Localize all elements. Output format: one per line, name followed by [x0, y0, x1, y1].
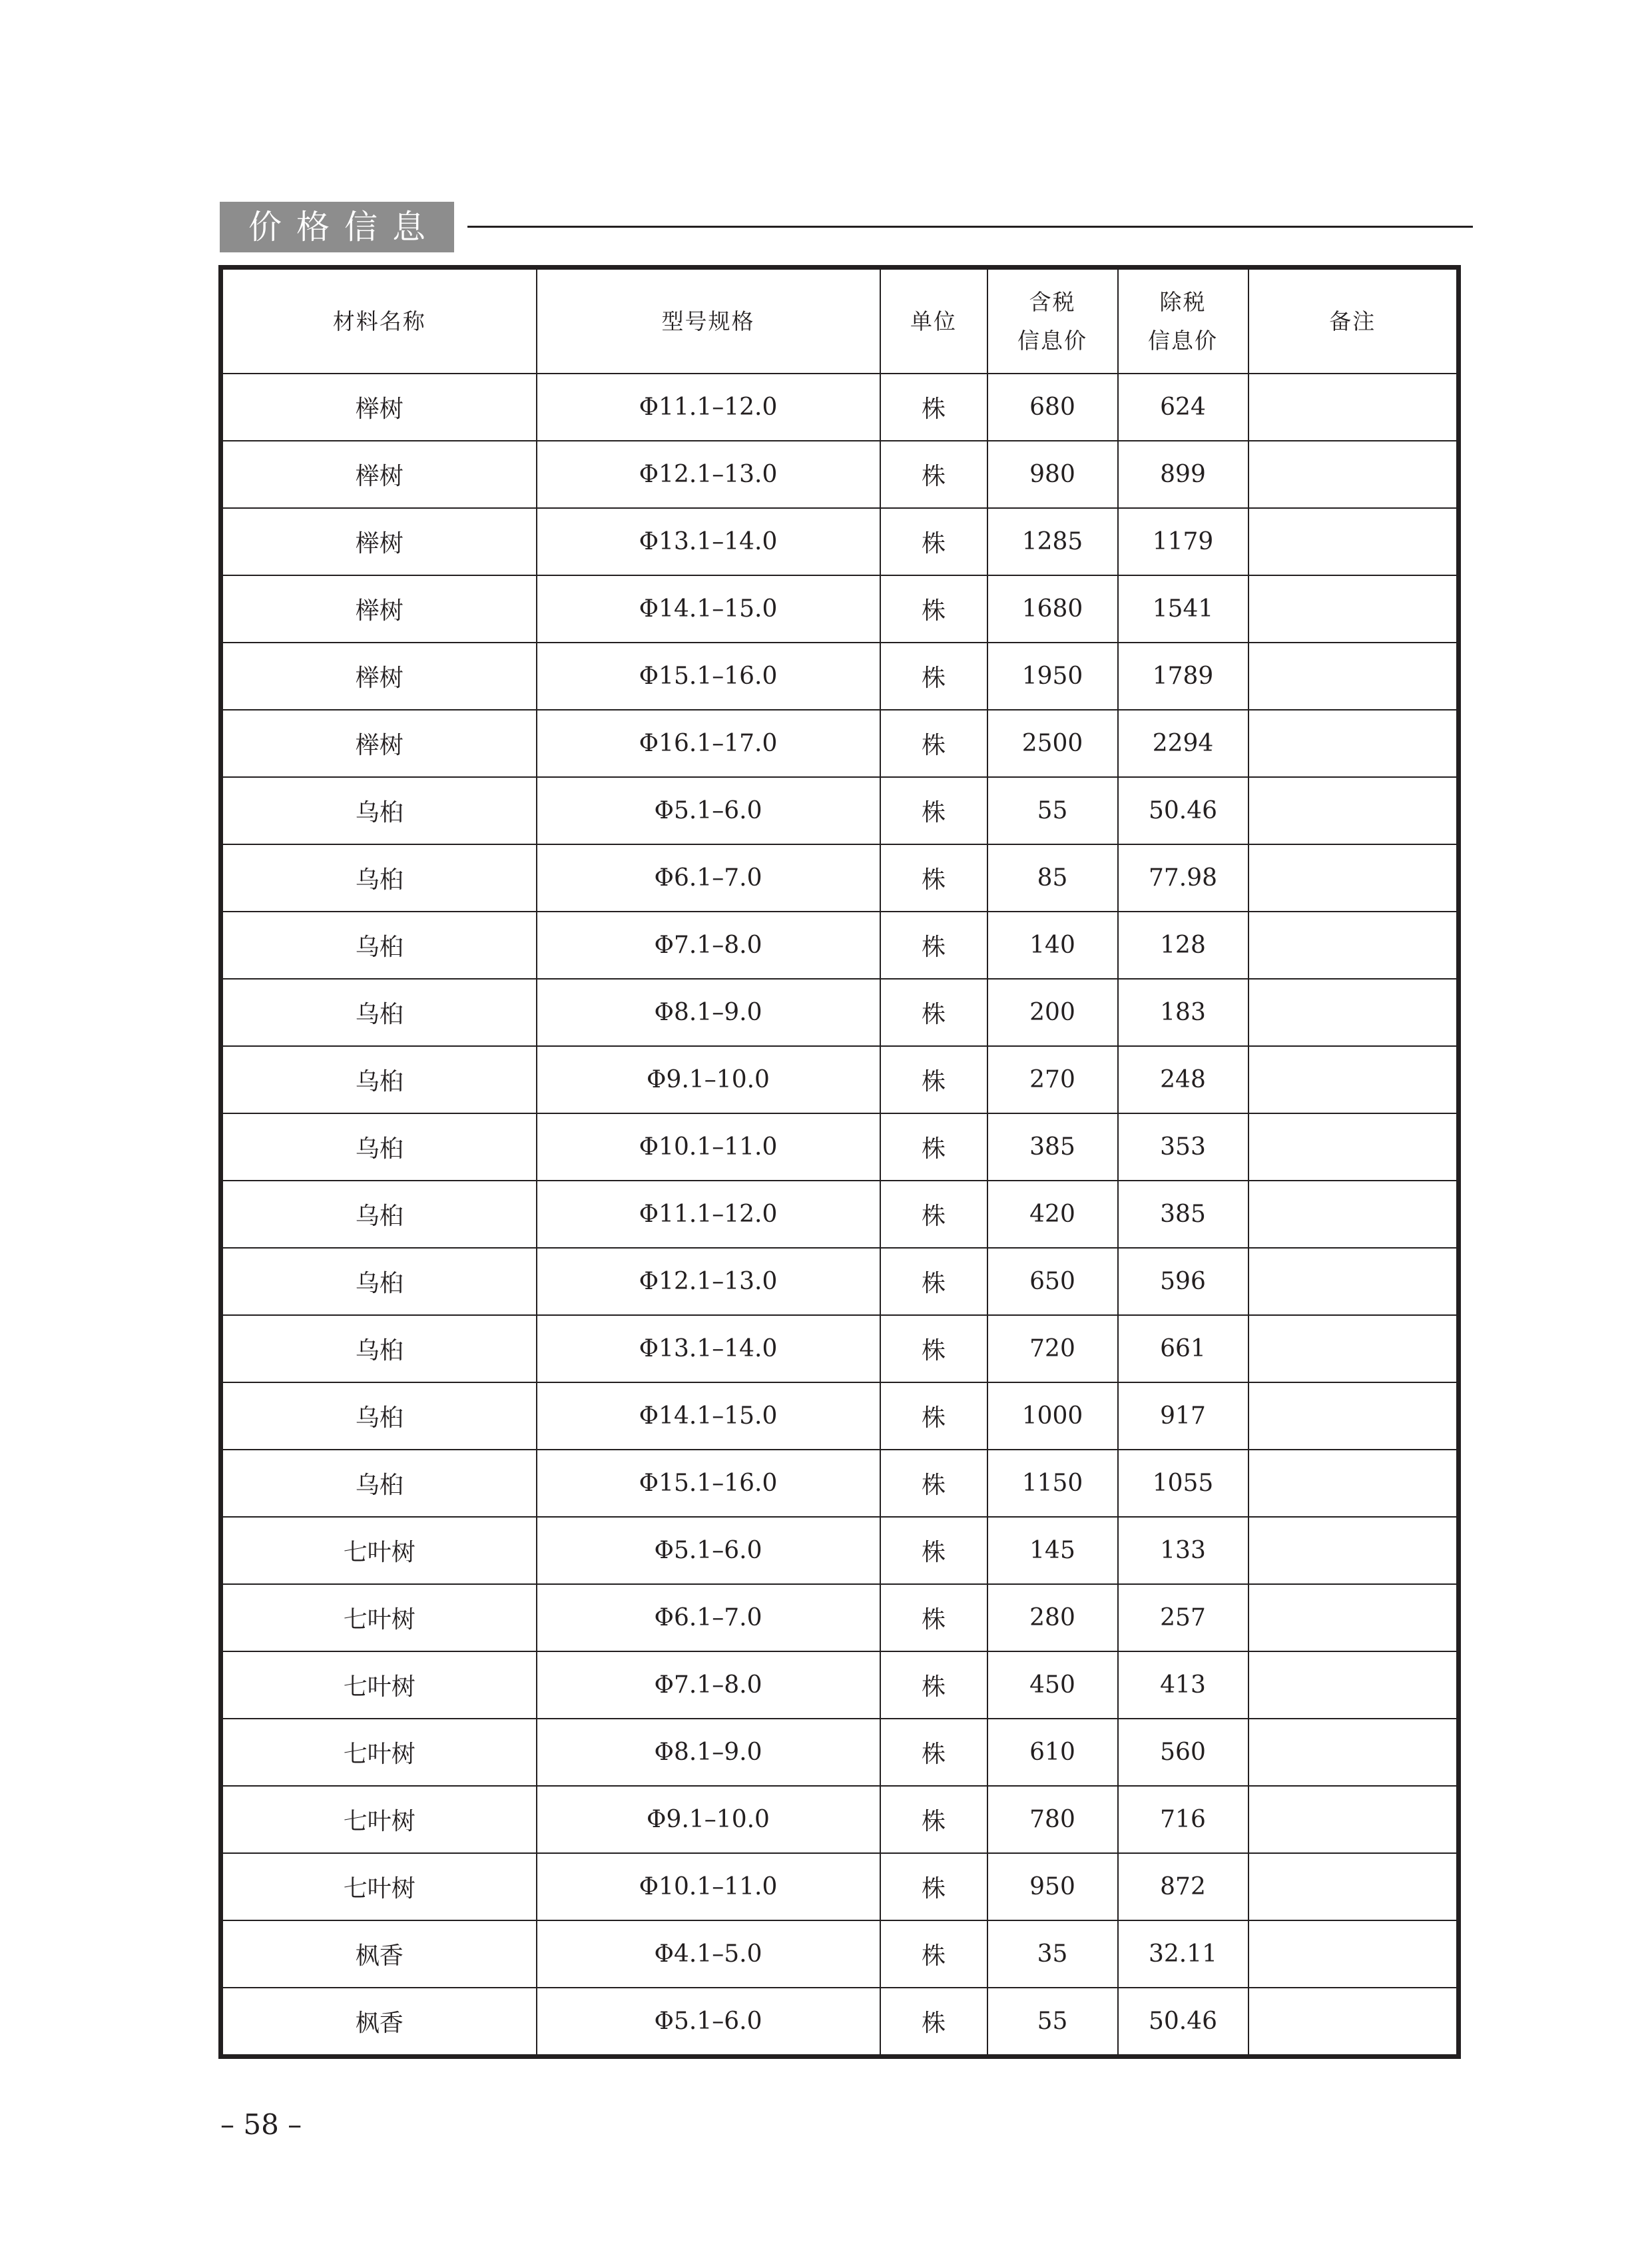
cell-tax_excl: 899	[1118, 441, 1248, 508]
cell-spec: Φ15.1–16.0	[537, 1450, 880, 1517]
cell-tax_incl: 980	[987, 441, 1118, 508]
cell-unit: 株	[880, 1920, 987, 1988]
cell-unit: 株	[880, 912, 987, 979]
cell-spec: Φ6.1–7.0	[537, 1584, 880, 1651]
cell-unit: 株	[880, 1584, 987, 1651]
table-body	[221, 374, 1459, 2057]
cell-name: 乌桕	[221, 1450, 537, 1517]
table-row	[221, 1853, 1459, 1920]
price-table	[218, 265, 1461, 2059]
cell-tax_excl: 1789	[1118, 643, 1248, 710]
cell-unit: 株	[880, 1651, 987, 1719]
cell-name: 乌桕	[221, 1315, 537, 1382]
cell-unit: 株	[880, 1450, 987, 1517]
table-row	[221, 575, 1459, 643]
cell-tax_excl: 1179	[1118, 508, 1248, 575]
table-row	[221, 1315, 1459, 1382]
cell-tax_incl: 950	[987, 1853, 1118, 1920]
cell-name: 七叶树	[221, 1651, 537, 1719]
cell-tax_incl: 145	[987, 1517, 1118, 1584]
cell-spec: Φ7.1–8.0	[537, 912, 880, 979]
table-row	[221, 777, 1459, 844]
cell-tax_incl: 200	[987, 979, 1118, 1046]
cell-name: 枫香	[221, 1920, 537, 1988]
cell-unit: 株	[880, 575, 987, 643]
cell-tax_excl: 128	[1118, 912, 1248, 979]
cell-tax_excl: 413	[1118, 1651, 1248, 1719]
table-row	[221, 1382, 1459, 1450]
cell-name: 乌桕	[221, 912, 537, 979]
cell-name: 乌桕	[221, 979, 537, 1046]
cell-tax_excl: 183	[1118, 979, 1248, 1046]
cell-unit: 株	[880, 979, 987, 1046]
cell-name: 榉树	[221, 643, 537, 710]
cell-name: 乌桕	[221, 1046, 537, 1113]
table-row	[221, 1651, 1459, 1719]
cell-remark	[1248, 1719, 1459, 1786]
cell-remark	[1248, 374, 1459, 441]
cell-spec: Φ5.1–6.0	[537, 1517, 880, 1584]
column-header-spec	[537, 268, 880, 374]
cell-unit: 株	[880, 1988, 987, 2057]
cell-tax_excl: 560	[1118, 1719, 1248, 1786]
cell-name: 榉树	[221, 374, 537, 441]
cell-spec: Φ10.1–11.0	[537, 1113, 880, 1181]
cell-remark	[1248, 710, 1459, 777]
table-row	[221, 1046, 1459, 1113]
cell-name: 榉树	[221, 508, 537, 575]
cell-remark	[1248, 912, 1459, 979]
cell-unit: 株	[880, 643, 987, 710]
cell-spec: Φ9.1–10.0	[537, 1046, 880, 1113]
cell-name: 七叶树	[221, 1719, 537, 1786]
cell-remark	[1248, 508, 1459, 575]
cell-unit: 株	[880, 1853, 987, 1920]
cell-tax_excl: 872	[1118, 1853, 1248, 1920]
cell-remark	[1248, 441, 1459, 508]
cell-name: 七叶树	[221, 1853, 537, 1920]
cell-unit: 株	[880, 374, 987, 441]
column-header-label: 材料名称	[332, 308, 426, 334]
cell-spec: Φ16.1–17.0	[537, 710, 880, 777]
cell-remark	[1248, 844, 1459, 912]
cell-remark	[1248, 1988, 1459, 2057]
cell-remark	[1248, 777, 1459, 844]
cell-tax_incl: 420	[987, 1181, 1118, 1248]
table-row	[221, 1988, 1459, 2057]
column-header-label: 单位	[910, 308, 957, 334]
header-divider	[467, 226, 1473, 228]
cell-unit: 株	[880, 1315, 987, 1382]
cell-unit: 株	[880, 710, 987, 777]
cell-tax_incl: 85	[987, 844, 1118, 912]
cell-tax_incl: 35	[987, 1920, 1118, 1988]
cell-tax_incl: 1680	[987, 575, 1118, 643]
cell-remark	[1248, 1113, 1459, 1181]
cell-tax_incl: 610	[987, 1719, 1118, 1786]
cell-tax_incl: 385	[987, 1113, 1118, 1181]
cell-remark	[1248, 1315, 1459, 1382]
cell-name: 榉树	[221, 441, 537, 508]
cell-unit: 株	[880, 1113, 987, 1181]
cell-tax_incl: 1000	[987, 1382, 1118, 1450]
cell-tax_excl: 77.98	[1118, 844, 1248, 912]
cell-tax_excl: 50.46	[1118, 1988, 1248, 2057]
cell-remark	[1248, 1651, 1459, 1719]
cell-tax_incl: 140	[987, 912, 1118, 979]
cell-unit: 株	[880, 1046, 987, 1113]
cell-spec: Φ13.1–14.0	[537, 508, 880, 575]
column-header-label: 备注	[1329, 308, 1376, 334]
cell-remark	[1248, 1786, 1459, 1853]
cell-name: 七叶树	[221, 1517, 537, 1584]
cell-tax_excl: 2294	[1118, 710, 1248, 777]
cell-tax_incl: 280	[987, 1584, 1118, 1651]
cell-tax_excl: 32.11	[1118, 1920, 1248, 1988]
column-header-remark	[1248, 268, 1459, 374]
cell-tax_excl: 624	[1118, 374, 1248, 441]
cell-unit: 株	[880, 844, 987, 912]
table-row	[221, 374, 1459, 441]
table-row	[221, 1113, 1459, 1181]
cell-tax_excl: 1541	[1118, 575, 1248, 643]
cell-name: 乌桕	[221, 1113, 537, 1181]
column-header-name	[221, 268, 537, 374]
cell-tax_excl: 1055	[1118, 1450, 1248, 1517]
table-header-row	[221, 268, 1459, 374]
cell-spec: Φ14.1–15.0	[537, 575, 880, 643]
cell-spec: Φ5.1–6.0	[537, 777, 880, 844]
cell-name: 榉树	[221, 575, 537, 643]
table-row	[221, 1786, 1459, 1853]
cell-name: 七叶树	[221, 1584, 537, 1651]
cell-unit: 株	[880, 1786, 987, 1853]
cell-remark	[1248, 1046, 1459, 1113]
cell-tax_incl: 650	[987, 1248, 1118, 1315]
table-row	[221, 1719, 1459, 1786]
cell-spec: Φ6.1–7.0	[537, 844, 880, 912]
cell-tax_excl: 716	[1118, 1786, 1248, 1853]
table-row	[221, 1584, 1459, 1651]
cell-name: 榉树	[221, 710, 537, 777]
table-row	[221, 1181, 1459, 1248]
cell-tax_incl: 1950	[987, 643, 1118, 710]
table-row	[221, 912, 1459, 979]
cell-tax_incl: 780	[987, 1786, 1118, 1853]
cell-unit: 株	[880, 1517, 987, 1584]
cell-tax_excl: 917	[1118, 1382, 1248, 1450]
cell-tax_incl: 270	[987, 1046, 1118, 1113]
section-title: 价格信息	[220, 202, 454, 252]
cell-unit: 株	[880, 508, 987, 575]
column-header-label: 含税	[1029, 288, 1076, 315]
cell-tax_incl: 1150	[987, 1450, 1118, 1517]
cell-unit: 株	[880, 1181, 987, 1248]
cell-remark	[1248, 1450, 1459, 1517]
cell-tax_incl: 55	[987, 777, 1118, 844]
table-row	[221, 1248, 1459, 1315]
cell-spec: Φ8.1–9.0	[537, 979, 880, 1046]
cell-name: 乌桕	[221, 777, 537, 844]
table-row	[221, 710, 1459, 777]
cell-unit: 株	[880, 1382, 987, 1450]
table-row	[221, 1450, 1459, 1517]
section-header	[220, 202, 1473, 252]
cell-spec: Φ11.1–12.0	[537, 374, 880, 441]
cell-name: 乌桕	[221, 844, 537, 912]
cell-tax_incl: 1285	[987, 508, 1118, 575]
cell-spec: Φ5.1–6.0	[537, 1988, 880, 2057]
cell-spec: Φ12.1–13.0	[537, 441, 880, 508]
cell-remark	[1248, 1853, 1459, 1920]
cell-remark	[1248, 1382, 1459, 1450]
cell-tax_excl: 248	[1118, 1046, 1248, 1113]
cell-name: 乌桕	[221, 1248, 537, 1315]
cell-spec: Φ4.1–5.0	[537, 1920, 880, 1988]
column-header-tax_excl	[1118, 268, 1248, 374]
table-row	[221, 441, 1459, 508]
cell-remark	[1248, 979, 1459, 1046]
cell-remark	[1248, 643, 1459, 710]
cell-remark	[1248, 1181, 1459, 1248]
cell-name: 乌桕	[221, 1181, 537, 1248]
cell-spec: Φ9.1–10.0	[537, 1786, 880, 1853]
cell-name: 七叶树	[221, 1786, 537, 1853]
column-header-label: 信息价	[1017, 327, 1087, 354]
table-row	[221, 1920, 1459, 1988]
cell-unit: 株	[880, 1719, 987, 1786]
cell-tax_excl: 257	[1118, 1584, 1248, 1651]
cell-tax_excl: 385	[1118, 1181, 1248, 1248]
cell-spec: Φ10.1–11.0	[537, 1853, 880, 1920]
table-row	[221, 979, 1459, 1046]
cell-tax_incl: 55	[987, 1988, 1118, 2057]
column-header-label: 型号规格	[661, 308, 755, 334]
cell-tax_excl: 661	[1118, 1315, 1248, 1382]
cell-spec: Φ15.1–16.0	[537, 643, 880, 710]
cell-tax_incl: 450	[987, 1651, 1118, 1719]
cell-tax_incl: 2500	[987, 710, 1118, 777]
cell-tax_incl: 720	[987, 1315, 1118, 1382]
table-row	[221, 1517, 1459, 1584]
cell-name: 乌桕	[221, 1382, 537, 1450]
table-row	[221, 508, 1459, 575]
column-header-unit	[880, 268, 987, 374]
cell-tax_incl: 680	[987, 374, 1118, 441]
cell-tax_excl: 596	[1118, 1248, 1248, 1315]
page-number: – 58 –	[220, 2108, 302, 2141]
table-row	[221, 643, 1459, 710]
cell-tax_excl: 50.46	[1118, 777, 1248, 844]
cell-spec: Φ11.1–12.0	[537, 1181, 880, 1248]
cell-remark	[1248, 1517, 1459, 1584]
cell-tax_excl: 133	[1118, 1517, 1248, 1584]
table-row	[221, 844, 1459, 912]
cell-unit: 株	[880, 441, 987, 508]
cell-spec: Φ7.1–8.0	[537, 1651, 880, 1719]
cell-spec: Φ8.1–9.0	[537, 1719, 880, 1786]
cell-remark	[1248, 575, 1459, 643]
cell-tax_excl: 353	[1118, 1113, 1248, 1181]
column-header-label: 除税	[1159, 288, 1207, 315]
cell-name: 枫香	[221, 1988, 537, 2057]
column-header-label: 信息价	[1148, 327, 1218, 354]
cell-unit: 株	[880, 777, 987, 844]
cell-spec: Φ13.1–14.0	[537, 1315, 880, 1382]
cell-remark	[1248, 1584, 1459, 1651]
cell-unit: 株	[880, 1248, 987, 1315]
column-header-tax_incl	[987, 268, 1118, 374]
cell-spec: Φ14.1–15.0	[537, 1382, 880, 1450]
cell-remark	[1248, 1248, 1459, 1315]
cell-remark	[1248, 1920, 1459, 1988]
cell-spec: Φ12.1–13.0	[537, 1248, 880, 1315]
